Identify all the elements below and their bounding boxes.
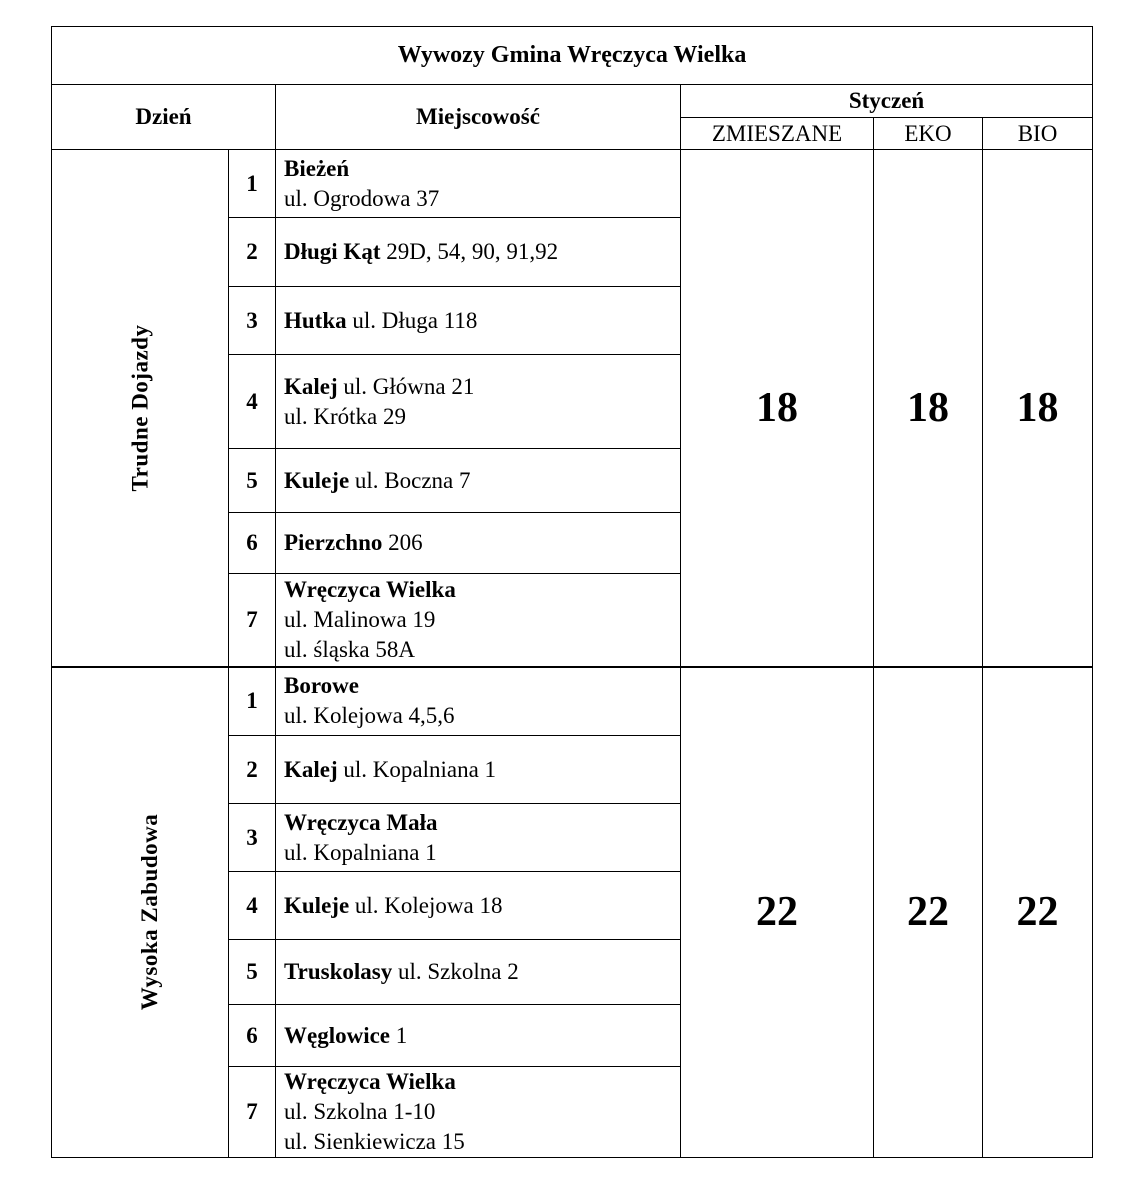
location-cell [276, 804, 681, 872]
location-cell [276, 449, 681, 513]
location-cell [276, 1067, 681, 1158]
schedule-table [51, 26, 1093, 1158]
header-location: Miejscowość [276, 85, 681, 150]
pickup-day-bio: 18 [983, 150, 1093, 667]
header-type-bio: BIO [983, 118, 1093, 150]
location-name: Kuleje [284, 892, 350, 918]
location-address: 206 [382, 530, 423, 555]
day-number: 4 [229, 872, 276, 940]
location-street: ul. Kolejowa 4,5,6 [284, 703, 455, 729]
location-address: ul. Kopalniana 1 [337, 756, 497, 782]
pickup-day-bio: 22 [983, 667, 1093, 1158]
location-name: Wręczyca Wielka [284, 576, 456, 602]
location-cell [276, 872, 681, 940]
day-number: 6 [229, 1005, 276, 1067]
location-cell [276, 287, 681, 355]
location-name: Kuleje [284, 467, 350, 493]
day-number: 7 [229, 574, 276, 667]
location-name: Borowe [284, 673, 359, 699]
group-label-text: Trudne Dojazdy [126, 324, 152, 492]
location-street: ul. Malinowa 19 [284, 606, 436, 632]
location-address: 1 [390, 1022, 408, 1048]
header-day: Dzień [52, 85, 276, 150]
day-number: 4 [229, 355, 276, 449]
location-cell [276, 1005, 681, 1067]
location-name: Bieżeń [284, 155, 350, 181]
location-name: Wręczyca Wielka [284, 1069, 456, 1094]
location-street: ul. Ogrodowa 37 [284, 185, 440, 211]
location-cell [276, 736, 681, 804]
header-type-mixed: ZMIESZANE [681, 118, 874, 150]
group-label [52, 150, 229, 667]
day-number: 7 [229, 1067, 276, 1158]
day-number: 5 [229, 449, 276, 513]
header-month: Styczeń [681, 85, 1093, 118]
location-name: Truskolasy [284, 959, 393, 984]
day-number: 5 [229, 940, 276, 1005]
day-number: 3 [229, 804, 276, 872]
day-number: 2 [229, 736, 276, 804]
pickup-day-eko: 22 [874, 667, 983, 1158]
day-number: 3 [229, 287, 276, 355]
day-number: 2 [229, 218, 276, 287]
location-address: 29D, 54, 90, 91,92 [380, 239, 559, 264]
location-street: ul. Krótka 29 [284, 403, 407, 429]
location-street: ul. Szkolna 1-10 [284, 1099, 436, 1124]
table-row [52, 667, 1093, 736]
location-cell [276, 513, 681, 574]
location-name: Kalej [284, 373, 338, 399]
location-cell [276, 574, 681, 667]
pickup-day-mixed: 18 [681, 150, 874, 667]
location-cell [276, 218, 681, 287]
group-label [52, 667, 229, 1158]
location-street: ul. Kopalniana 1 [284, 839, 437, 865]
day-number: 6 [229, 513, 276, 574]
location-name: Hutka [284, 307, 347, 333]
location-street: ul. Sienkiewicza 15 [284, 1129, 465, 1154]
location-name: Długi Kąt [284, 239, 381, 264]
schedule-body [52, 150, 1093, 1158]
location-address: ul. Boczna 7 [349, 467, 471, 493]
group-label-text: Wysoka Zabudowa [137, 814, 163, 1011]
location-name: Wręczyca Mała [284, 809, 438, 835]
location-cell [276, 940, 681, 1005]
location-cell [276, 667, 681, 736]
location-address: ul. Kolejowa 18 [349, 892, 503, 918]
day-number: 1 [229, 150, 276, 218]
header-type-eko: EKO [874, 118, 983, 150]
pickup-day-mixed: 22 [681, 667, 874, 1158]
location-address: ul. Główna 21 [337, 373, 475, 399]
location-name: Pierzchno [284, 530, 383, 555]
location-street: ul. śląska 58A [284, 636, 415, 662]
location-cell [276, 355, 681, 449]
location-address: ul. Długa 118 [346, 307, 478, 333]
table-title: Wywozy Gmina Wręczyca Wielka [52, 27, 1093, 85]
location-name: Węglowice [284, 1022, 391, 1048]
table-row [52, 150, 1093, 218]
location-name: Kalej [284, 756, 338, 782]
location-address: ul. Szkolna 2 [392, 959, 519, 984]
location-cell [276, 150, 681, 218]
pickup-day-eko: 18 [874, 150, 983, 667]
day-number: 1 [229, 667, 276, 736]
